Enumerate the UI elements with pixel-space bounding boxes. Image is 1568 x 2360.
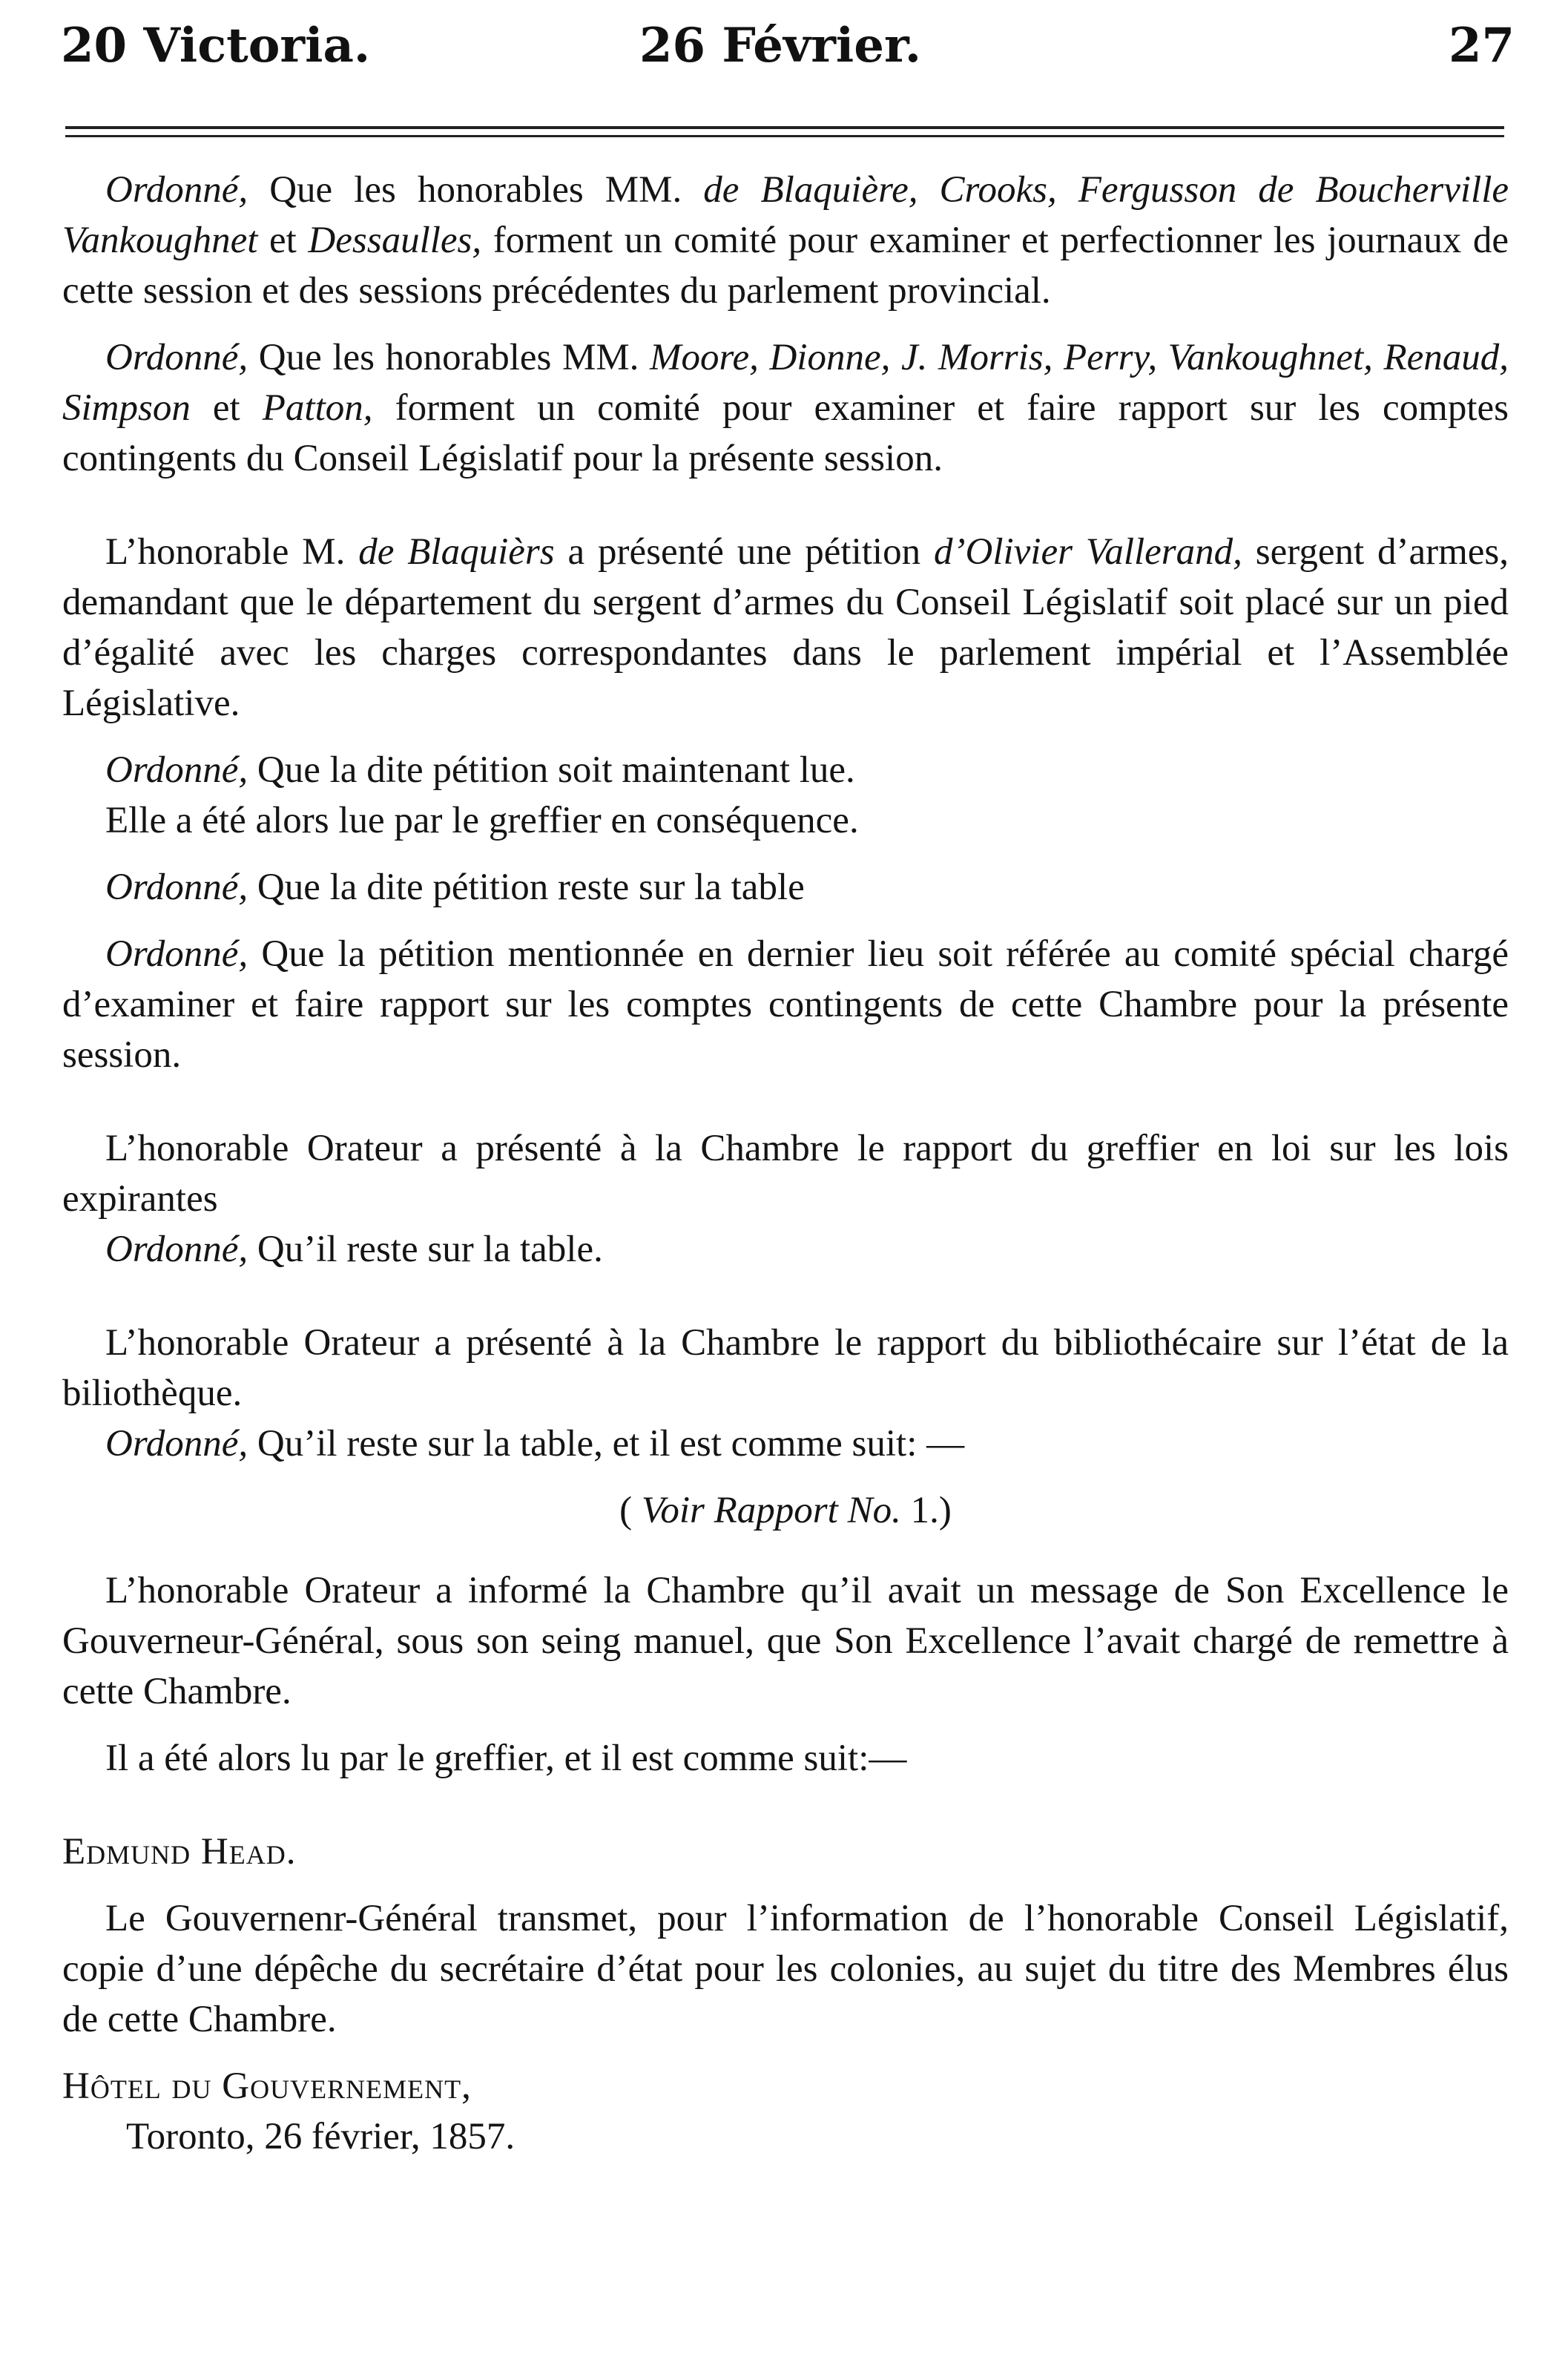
ordonne-label: Ordonné, xyxy=(105,867,248,908)
ordonne-label: Ordonné, xyxy=(105,1229,248,1270)
paragraph-order-table: Ordonné, Que la dite pétition reste sur la table xyxy=(105,867,805,908)
paragraph-read-by-clerk: Elle a été alors lue par le greffier en conséquence. xyxy=(105,800,859,841)
paragraph-petition: L’honorable M. de Blaquièrs a présenté une pétition d’Olivier Vallerand, sergent d’armes, demandant que le département du sergent d’armes du Conseil Législatif soit placé sur un pied d’égalité avec les charges correspondantes dans le parlement impérial et l’Assemblée Législative. xyxy=(62,531,1509,724)
header-date: 26 Février. xyxy=(639,18,922,73)
paragraph-order-as-follows: Ordonné, Qu’il reste sur la table, et il est comme suit: — xyxy=(105,1423,965,1465)
paragraph-committee-journals: Ordonné, Que les honorables MM. de Blaquière, Crooks, Fergusson de Boucherville Vankoughnet et Dessaulles, forment un comité pour examiner et perfectionner les journaux de cette session et des sessions précédentes du parlement provincial. xyxy=(62,169,1509,312)
paragraph-governor-message: L’honorable Orateur a informé la Chambre qu’il avait un message de Son Excellence le Gouverneur-Général, sous son seing manuel, que Son Excellence l’avait chargé de remettre à cette Chambre. xyxy=(62,1570,1509,1712)
member-names: de Blaquière, Crooks, Fergusson de Boucherville Vankoughnet xyxy=(62,169,1509,261)
member-names: Patton, xyxy=(262,387,373,429)
ordonne-label: Ordonné, xyxy=(105,749,248,791)
member-names: Moore, Dionne, J. Morris, Perry, Vankoughnet, Renaud, Simpson xyxy=(62,337,1509,429)
header-rule-top xyxy=(65,126,1504,129)
member-name: de Blaquièrs xyxy=(358,531,555,573)
place-line: Hôtel du Gouvernement, xyxy=(62,2065,472,2107)
member-names: Dessaulles, xyxy=(308,220,482,261)
header-regnal-year: 20 Victoria. xyxy=(61,18,371,73)
paragraph-dispatch: Le Gouvernenr-Général transmet, pour l’information de l’honorable Conseil Législatif, copie d’une dépêche du secrétaire d’état pour les colonies, au sujet du titre des Membres élus de cette Chambre. xyxy=(62,1898,1509,2040)
header-rule-bottom xyxy=(65,135,1504,137)
ordonne-label: Ordonné, xyxy=(105,933,248,975)
page-number: 27 xyxy=(1448,18,1515,73)
ordonne-label: Ordonné, xyxy=(105,337,248,378)
report-reference: ( Voir Rapport No. 1.) xyxy=(619,1490,952,1531)
date-line: Toronto, 26 février, 1857. xyxy=(126,2116,515,2157)
petitioner-name: d’Olivier Vallerand, xyxy=(934,531,1242,573)
signature-edmund-head: Edmund Head. xyxy=(62,1831,297,1873)
paragraph-librarian-report: L’honorable Orateur a présenté à la Chambre le rapport du bibliothécaire sur l’état de la biliothèque. xyxy=(62,1322,1509,1414)
ordonne-label: Ordonné, xyxy=(105,1423,248,1465)
paragraph-read-as-follows: Il a été alors lu par le greffier, et il est comme suit:— xyxy=(105,1738,907,1779)
paragraph-committee-accounts: Ordonné, Que les honorables MM. Moore, Dionne, J. Morris, Perry, Vankoughnet, Renaud, Simpson et Patton, forment un comité pour examiner et faire rapport sur les comptes contingents du Conseil Législatif pour la présente session. xyxy=(62,337,1509,479)
paragraph-clerk-report: L’honorable Orateur a présenté à la Chambre le rapport du greffier en loi sur les lois expirantes xyxy=(62,1128,1509,1220)
paragraph-order-read: Ordonné, Que la dite pétition soit maintenant lue. xyxy=(105,749,855,791)
paragraph-order-referred: Ordonné, Que la pétition mentionnée en dernier lieu soit référée au comité spécial chargé d’examiner et faire rapport sur les comptes contingents de cette Chambre pour la présente session. xyxy=(62,933,1509,1076)
page-header xyxy=(61,16,1515,76)
ordonne-label: Ordonné, xyxy=(105,169,248,211)
paragraph-order-table-2: Ordonné, Qu’il reste sur la table. xyxy=(105,1229,603,1270)
document-body xyxy=(62,165,1509,2162)
